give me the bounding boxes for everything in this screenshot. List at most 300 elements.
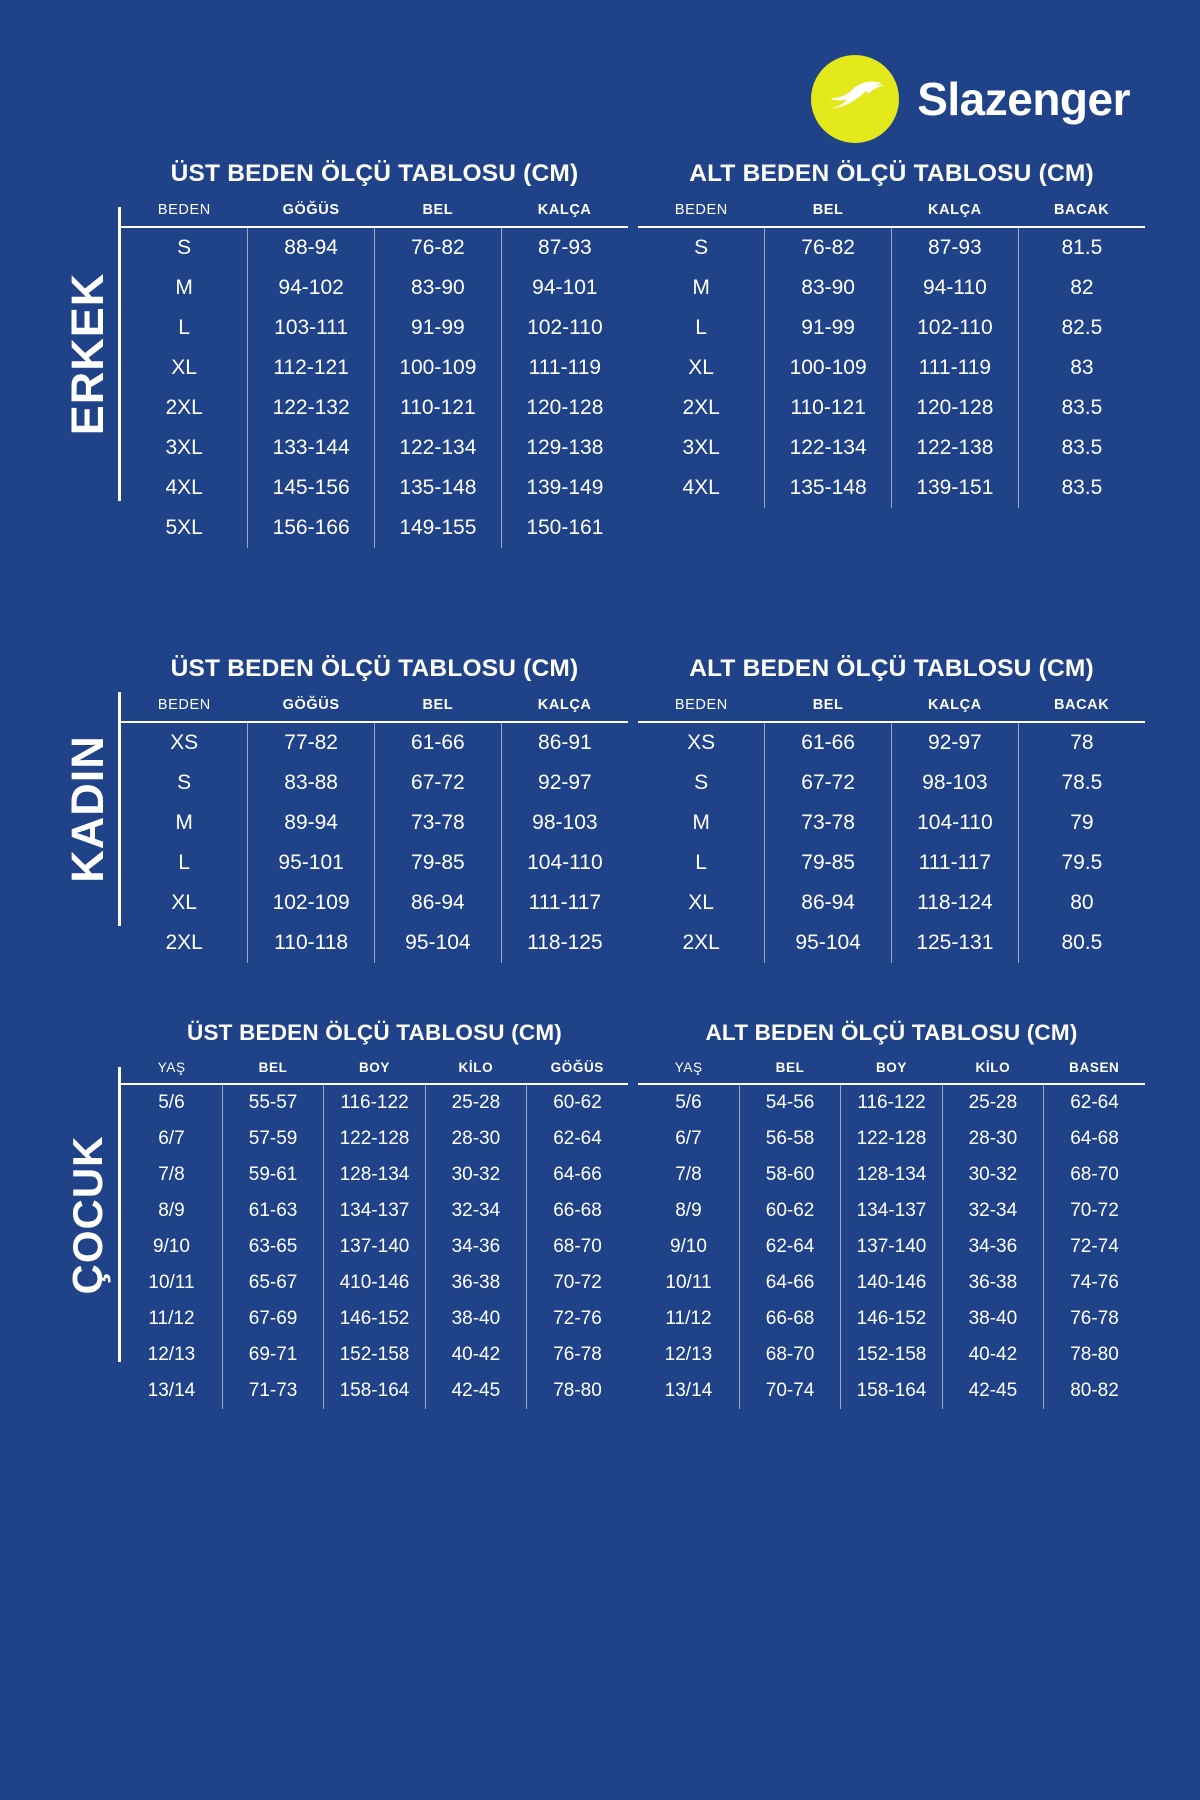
cell: 60-62 bbox=[553, 1092, 602, 1113]
cell: 67-72 bbox=[765, 763, 892, 803]
cell: 116-122 bbox=[841, 1084, 942, 1121]
cell: 122-138 bbox=[892, 428, 1019, 468]
section-label-text: ÇOCUK bbox=[64, 1135, 111, 1294]
cell: 65-67 bbox=[222, 1265, 323, 1301]
cell: 68-70 bbox=[1070, 1164, 1119, 1185]
cell: 69-71 bbox=[222, 1337, 323, 1373]
cell: 120-128 bbox=[892, 388, 1019, 428]
cell: 112-121 bbox=[248, 348, 375, 388]
cell: 128-134 bbox=[841, 1157, 942, 1193]
cell: 79 bbox=[1070, 811, 1094, 834]
cell: 62-64 bbox=[739, 1229, 840, 1265]
cell: 70-74 bbox=[739, 1373, 840, 1409]
cell: 6/7 bbox=[121, 1121, 222, 1157]
cell: 88-94 bbox=[248, 227, 375, 268]
cell: S bbox=[121, 763, 248, 803]
cell: 36-38 bbox=[942, 1265, 1043, 1301]
cell: 122-134 bbox=[765, 428, 892, 468]
cell: 122-128 bbox=[324, 1121, 425, 1157]
cell: L bbox=[638, 843, 765, 883]
cell: 80 bbox=[1070, 891, 1094, 914]
cell: 2XL bbox=[638, 388, 765, 428]
cell: 72-76 bbox=[553, 1308, 602, 1329]
cell: 83-88 bbox=[248, 763, 375, 803]
cell: 83.5 bbox=[1061, 436, 1103, 459]
section-label-erkek bbox=[55, 160, 121, 548]
cell: 76-78 bbox=[1070, 1308, 1119, 1329]
cell: 70-72 bbox=[1070, 1200, 1119, 1221]
cell: 78-80 bbox=[553, 1380, 602, 1401]
table-row bbox=[638, 348, 1145, 388]
cell: 137-140 bbox=[324, 1229, 425, 1265]
col-header: KALÇA bbox=[501, 202, 628, 227]
table-row bbox=[638, 722, 1145, 763]
table-row bbox=[121, 923, 628, 963]
cell: 146-152 bbox=[324, 1301, 425, 1337]
table-row bbox=[638, 227, 1145, 268]
cell: 77-82 bbox=[248, 722, 375, 763]
table-header-row bbox=[638, 202, 1145, 227]
cell: 95-104 bbox=[375, 923, 502, 963]
cell: 158-164 bbox=[841, 1373, 942, 1409]
cell: 80.5 bbox=[1061, 931, 1103, 954]
col-header: BEL bbox=[739, 1060, 840, 1084]
cell: 156-166 bbox=[248, 508, 375, 548]
cell: 95-101 bbox=[248, 843, 375, 883]
cell: 61-66 bbox=[375, 722, 502, 763]
cell: 122-132 bbox=[248, 388, 375, 428]
cell: 91-99 bbox=[375, 308, 502, 348]
cell: L bbox=[121, 308, 248, 348]
cell: 104-110 bbox=[892, 803, 1019, 843]
cell: 89-94 bbox=[248, 803, 375, 843]
cell: 94-101 bbox=[532, 276, 598, 299]
size-table bbox=[638, 202, 1145, 508]
cell: 92-97 bbox=[538, 771, 592, 794]
table-row bbox=[121, 1229, 628, 1265]
cell: 11/12 bbox=[638, 1301, 739, 1337]
table-row bbox=[121, 722, 628, 763]
section-divider bbox=[118, 692, 121, 926]
cell: 103-111 bbox=[248, 308, 375, 348]
table-row bbox=[638, 268, 1145, 308]
table-title: ALT BEDEN ÖLÇÜ TABLOSU (CM) bbox=[689, 655, 1094, 682]
cell: 81.5 bbox=[1061, 236, 1103, 259]
col-header: GÖĞÜS bbox=[248, 202, 375, 227]
cell: 111-117 bbox=[892, 843, 1019, 883]
cell: 152-158 bbox=[841, 1337, 942, 1373]
cell: 110-121 bbox=[375, 388, 502, 428]
cell: 92-97 bbox=[892, 722, 1019, 763]
cell: 54-56 bbox=[739, 1084, 840, 1121]
cell: 73-78 bbox=[765, 803, 892, 843]
cell: 86-94 bbox=[765, 883, 892, 923]
col-header: BEL bbox=[222, 1060, 323, 1084]
cell: 76-78 bbox=[553, 1344, 602, 1365]
col-header: GÖĞÜS bbox=[527, 1060, 628, 1084]
cell: 122-128 bbox=[841, 1121, 942, 1157]
cell: 40-42 bbox=[425, 1337, 526, 1373]
cell: 98-103 bbox=[532, 811, 598, 834]
cell: 94-110 bbox=[892, 268, 1019, 308]
cell: 139-149 bbox=[526, 476, 604, 499]
cell: 135-148 bbox=[765, 468, 892, 508]
cell: 87-93 bbox=[892, 227, 1019, 268]
cell: 111-117 bbox=[528, 891, 602, 914]
table-row bbox=[638, 1265, 1145, 1301]
cell: 100-109 bbox=[765, 348, 892, 388]
cell: 40-42 bbox=[942, 1337, 1043, 1373]
table-title: ÜST BEDEN ÖLÇÜ TABLOSU (CM) bbox=[170, 655, 579, 682]
cell: 76-82 bbox=[765, 227, 892, 268]
cell: 13/14 bbox=[121, 1373, 222, 1409]
cell: 32-34 bbox=[425, 1193, 526, 1229]
cell: 34-36 bbox=[942, 1229, 1043, 1265]
table-row bbox=[638, 468, 1145, 508]
cell: 70-72 bbox=[553, 1272, 602, 1293]
cell: 83-90 bbox=[375, 268, 502, 308]
cell: 76-82 bbox=[375, 227, 502, 268]
cell: 104-110 bbox=[527, 851, 603, 874]
section-kadin bbox=[55, 655, 1145, 963]
section-label-kadin bbox=[55, 655, 121, 963]
table-row bbox=[638, 1373, 1145, 1409]
table-row bbox=[121, 1301, 628, 1337]
table-row bbox=[638, 923, 1145, 963]
table-header-row bbox=[121, 697, 628, 722]
section-erkek bbox=[55, 160, 1145, 548]
section-label-cocuk bbox=[55, 1020, 121, 1409]
cell: 74-76 bbox=[1070, 1272, 1119, 1293]
cell: 139-151 bbox=[892, 468, 1019, 508]
cell: 134-137 bbox=[841, 1193, 942, 1229]
col-header: BEDEN bbox=[121, 697, 248, 722]
cell: 2XL bbox=[121, 388, 248, 428]
cell: 12/13 bbox=[638, 1337, 739, 1373]
table-row bbox=[638, 1157, 1145, 1193]
cell: XL bbox=[121, 883, 248, 923]
table-row bbox=[638, 803, 1145, 843]
cell: 95-104 bbox=[765, 923, 892, 963]
cell: 87-93 bbox=[538, 236, 592, 259]
cell: 94-102 bbox=[248, 268, 375, 308]
table-header-row bbox=[638, 1060, 1145, 1084]
size-table bbox=[121, 202, 628, 548]
table-row bbox=[121, 227, 628, 268]
cell: 98-103 bbox=[892, 763, 1019, 803]
col-header: BACAK bbox=[1018, 202, 1145, 227]
cell: L bbox=[121, 843, 248, 883]
table-row bbox=[638, 1301, 1145, 1337]
table-row bbox=[121, 1337, 628, 1373]
cell: 3XL bbox=[638, 428, 765, 468]
cell: 158-164 bbox=[324, 1373, 425, 1409]
cell: 61-63 bbox=[222, 1193, 323, 1229]
cell: XL bbox=[121, 348, 248, 388]
cell: 78-80 bbox=[1070, 1344, 1119, 1365]
cell: 137-140 bbox=[841, 1229, 942, 1265]
col-header: BOY bbox=[324, 1060, 425, 1084]
section-label-text: KADIN bbox=[62, 735, 113, 883]
cell: 140-146 bbox=[841, 1265, 942, 1301]
col-header: BEDEN bbox=[638, 202, 765, 227]
table-row bbox=[638, 1193, 1145, 1229]
cell: 71-73 bbox=[222, 1373, 323, 1409]
cell: 67-69 bbox=[222, 1301, 323, 1337]
cell: 10/11 bbox=[121, 1265, 222, 1301]
table-kadin-alt bbox=[638, 655, 1145, 963]
col-header: BEL bbox=[375, 202, 502, 227]
table-row bbox=[121, 1084, 628, 1121]
col-header: BEL bbox=[375, 697, 502, 722]
table-row bbox=[121, 763, 628, 803]
cell: 118-124 bbox=[892, 883, 1019, 923]
table-row bbox=[121, 1373, 628, 1409]
cell: 5/6 bbox=[121, 1084, 222, 1121]
cell: 12/13 bbox=[121, 1337, 222, 1373]
cell: 6/7 bbox=[638, 1121, 739, 1157]
col-header: BEDEN bbox=[121, 202, 248, 227]
cell: 78 bbox=[1070, 731, 1094, 754]
table-row bbox=[638, 763, 1145, 803]
cell: 150-161 bbox=[526, 516, 604, 539]
cell: 28-30 bbox=[425, 1121, 526, 1157]
cell: 8/9 bbox=[121, 1193, 222, 1229]
table-header-row bbox=[121, 1060, 628, 1084]
cell: 34-36 bbox=[425, 1229, 526, 1265]
table-cocuk-ust bbox=[121, 1020, 628, 1409]
cell: 36-38 bbox=[425, 1265, 526, 1301]
cell: 83-90 bbox=[765, 268, 892, 308]
cell: L bbox=[638, 308, 765, 348]
cell: M bbox=[638, 803, 765, 843]
cell: XL bbox=[638, 883, 765, 923]
table-row bbox=[121, 1121, 628, 1157]
size-table bbox=[121, 1060, 628, 1409]
cell: 42-45 bbox=[942, 1373, 1043, 1409]
cell: 61-66 bbox=[765, 722, 892, 763]
cell: M bbox=[638, 268, 765, 308]
cell: 102-110 bbox=[892, 308, 1019, 348]
cell: 42-45 bbox=[425, 1373, 526, 1409]
cell: 28-30 bbox=[942, 1121, 1043, 1157]
cell: 62-64 bbox=[1070, 1092, 1119, 1113]
cell: 38-40 bbox=[942, 1301, 1043, 1337]
cell: 122-134 bbox=[375, 428, 502, 468]
size-table bbox=[121, 697, 628, 963]
cell: 102-109 bbox=[248, 883, 375, 923]
table-row bbox=[121, 803, 628, 843]
cell: 3XL bbox=[121, 428, 248, 468]
cell: 72-74 bbox=[1070, 1236, 1119, 1257]
table-row bbox=[121, 348, 628, 388]
table-row bbox=[638, 883, 1145, 923]
cell: 13/14 bbox=[638, 1373, 739, 1409]
cell: 25-28 bbox=[942, 1084, 1043, 1121]
table-header-row bbox=[121, 202, 628, 227]
cell: 410-146 bbox=[324, 1265, 425, 1301]
cell: 79-85 bbox=[765, 843, 892, 883]
table-row bbox=[638, 388, 1145, 428]
table-header-row bbox=[638, 697, 1145, 722]
cell: 59-61 bbox=[222, 1157, 323, 1193]
cell: 152-158 bbox=[324, 1337, 425, 1373]
col-header: BOY bbox=[841, 1060, 942, 1084]
slazenger-panther-icon bbox=[811, 55, 899, 143]
cell: 4XL bbox=[121, 468, 248, 508]
cell: 82 bbox=[1070, 276, 1094, 299]
cell: 32-34 bbox=[942, 1193, 1043, 1229]
cell: 125-131 bbox=[892, 923, 1019, 963]
table-title: ALT BEDEN ÖLÇÜ TABLOSU (CM) bbox=[705, 1020, 1078, 1045]
table-row bbox=[638, 1337, 1145, 1373]
cell: 9/10 bbox=[121, 1229, 222, 1265]
cell: 102-110 bbox=[527, 316, 603, 339]
cell: 120-128 bbox=[526, 396, 604, 419]
cell: 55-57 bbox=[222, 1084, 323, 1121]
cell: 7/8 bbox=[638, 1157, 739, 1193]
table-row bbox=[121, 883, 628, 923]
cell: 2XL bbox=[638, 923, 765, 963]
table-row bbox=[638, 428, 1145, 468]
table-row bbox=[121, 1265, 628, 1301]
section-label-text: ERKEK bbox=[62, 272, 113, 436]
brand-name: Slazenger bbox=[917, 73, 1130, 125]
size-table bbox=[638, 1060, 1145, 1409]
table-title: ÜST BEDEN ÖLÇÜ TABLOSU (CM) bbox=[187, 1020, 562, 1045]
cell: XS bbox=[638, 722, 765, 763]
table-erkek-ust bbox=[121, 160, 628, 548]
cell: 83 bbox=[1070, 356, 1094, 379]
cell: S bbox=[638, 227, 765, 268]
cell: 8/9 bbox=[638, 1193, 739, 1229]
table-row bbox=[121, 1157, 628, 1193]
cell: XL bbox=[638, 348, 765, 388]
table-row bbox=[638, 1084, 1145, 1121]
cell: 86-94 bbox=[375, 883, 502, 923]
cell: 66-68 bbox=[553, 1200, 602, 1221]
table-row bbox=[121, 508, 628, 548]
cell: 5/6 bbox=[638, 1084, 739, 1121]
cell: 60-62 bbox=[739, 1193, 840, 1229]
cell: 66-68 bbox=[739, 1301, 840, 1337]
cell: M bbox=[121, 268, 248, 308]
col-header: BEDEN bbox=[638, 697, 765, 722]
col-header: YAŞ bbox=[121, 1060, 222, 1084]
table-row bbox=[121, 468, 628, 508]
col-header: KİLO bbox=[425, 1060, 526, 1084]
cell: 64-66 bbox=[553, 1164, 602, 1185]
col-header: KİLO bbox=[942, 1060, 1043, 1084]
section-divider bbox=[118, 1067, 121, 1363]
cell: 11/12 bbox=[121, 1301, 222, 1337]
cell: 129-138 bbox=[526, 436, 604, 459]
cell: 86-91 bbox=[538, 731, 592, 754]
cell: 135-148 bbox=[375, 468, 502, 508]
cell: S bbox=[121, 227, 248, 268]
cell: 10/11 bbox=[638, 1265, 739, 1301]
cell: 78.5 bbox=[1061, 771, 1103, 794]
cell: 133-144 bbox=[248, 428, 375, 468]
table-row bbox=[638, 1229, 1145, 1265]
col-header: KALÇA bbox=[892, 697, 1019, 722]
col-header: YAŞ bbox=[638, 1060, 739, 1084]
cell: 100-109 bbox=[375, 348, 502, 388]
cell: 73-78 bbox=[375, 803, 502, 843]
cell: 38-40 bbox=[425, 1301, 526, 1337]
cell: 68-70 bbox=[739, 1337, 840, 1373]
cell: 30-32 bbox=[942, 1157, 1043, 1193]
table-title: ALT BEDEN ÖLÇÜ TABLOSU (CM) bbox=[689, 160, 1094, 187]
table-row bbox=[121, 268, 628, 308]
table-row bbox=[121, 388, 628, 428]
table-erkek-alt bbox=[638, 160, 1145, 548]
cell: 110-118 bbox=[248, 923, 375, 963]
table-row bbox=[638, 1121, 1145, 1157]
cell: 111-119 bbox=[528, 356, 602, 379]
cell: 118-125 bbox=[527, 931, 603, 954]
cell: 2XL bbox=[121, 923, 248, 963]
cell: 64-68 bbox=[1070, 1128, 1119, 1149]
cell: 91-99 bbox=[765, 308, 892, 348]
cell: 58-60 bbox=[739, 1157, 840, 1193]
section-cocuk bbox=[55, 1020, 1145, 1409]
cell: 57-59 bbox=[222, 1121, 323, 1157]
cell: 63-65 bbox=[222, 1229, 323, 1265]
cell: 116-122 bbox=[324, 1084, 425, 1121]
table-cocuk-alt bbox=[638, 1020, 1145, 1409]
col-header: KALÇA bbox=[501, 697, 628, 722]
table-kadin-ust bbox=[121, 655, 628, 963]
cell: 5XL bbox=[121, 508, 248, 548]
table-row bbox=[121, 1193, 628, 1229]
table-title: ÜST BEDEN ÖLÇÜ TABLOSU (CM) bbox=[170, 160, 579, 187]
cell: 64-66 bbox=[739, 1265, 840, 1301]
cell: 83.5 bbox=[1061, 476, 1103, 499]
cell: 149-155 bbox=[375, 508, 502, 548]
cell: 30-32 bbox=[425, 1157, 526, 1193]
section-divider bbox=[118, 207, 121, 502]
cell: 145-156 bbox=[248, 468, 375, 508]
table-row bbox=[121, 843, 628, 883]
cell: S bbox=[638, 763, 765, 803]
table-row bbox=[121, 308, 628, 348]
cell: 9/10 bbox=[638, 1229, 739, 1265]
cell: 83.5 bbox=[1061, 396, 1103, 419]
cell: 67-72 bbox=[375, 763, 502, 803]
cell: 68-70 bbox=[553, 1236, 602, 1257]
cell: 56-58 bbox=[739, 1121, 840, 1157]
col-header: BASEN bbox=[1044, 1060, 1145, 1084]
cell: 62-64 bbox=[553, 1128, 602, 1149]
cell: 134-137 bbox=[324, 1193, 425, 1229]
cell: 4XL bbox=[638, 468, 765, 508]
col-header: KALÇA bbox=[892, 202, 1019, 227]
cell: 128-134 bbox=[324, 1157, 425, 1193]
col-header: BEL bbox=[765, 202, 892, 227]
table-row bbox=[638, 843, 1145, 883]
cell: 110-121 bbox=[765, 388, 892, 428]
cell: XS bbox=[121, 722, 248, 763]
size-table bbox=[638, 697, 1145, 963]
brand-logo bbox=[811, 55, 1130, 143]
table-row bbox=[638, 308, 1145, 348]
col-header: BEL bbox=[765, 697, 892, 722]
cell: 79-85 bbox=[375, 843, 502, 883]
cell: 25-28 bbox=[425, 1084, 526, 1121]
cell: 79.5 bbox=[1061, 851, 1103, 874]
cell: 7/8 bbox=[121, 1157, 222, 1193]
